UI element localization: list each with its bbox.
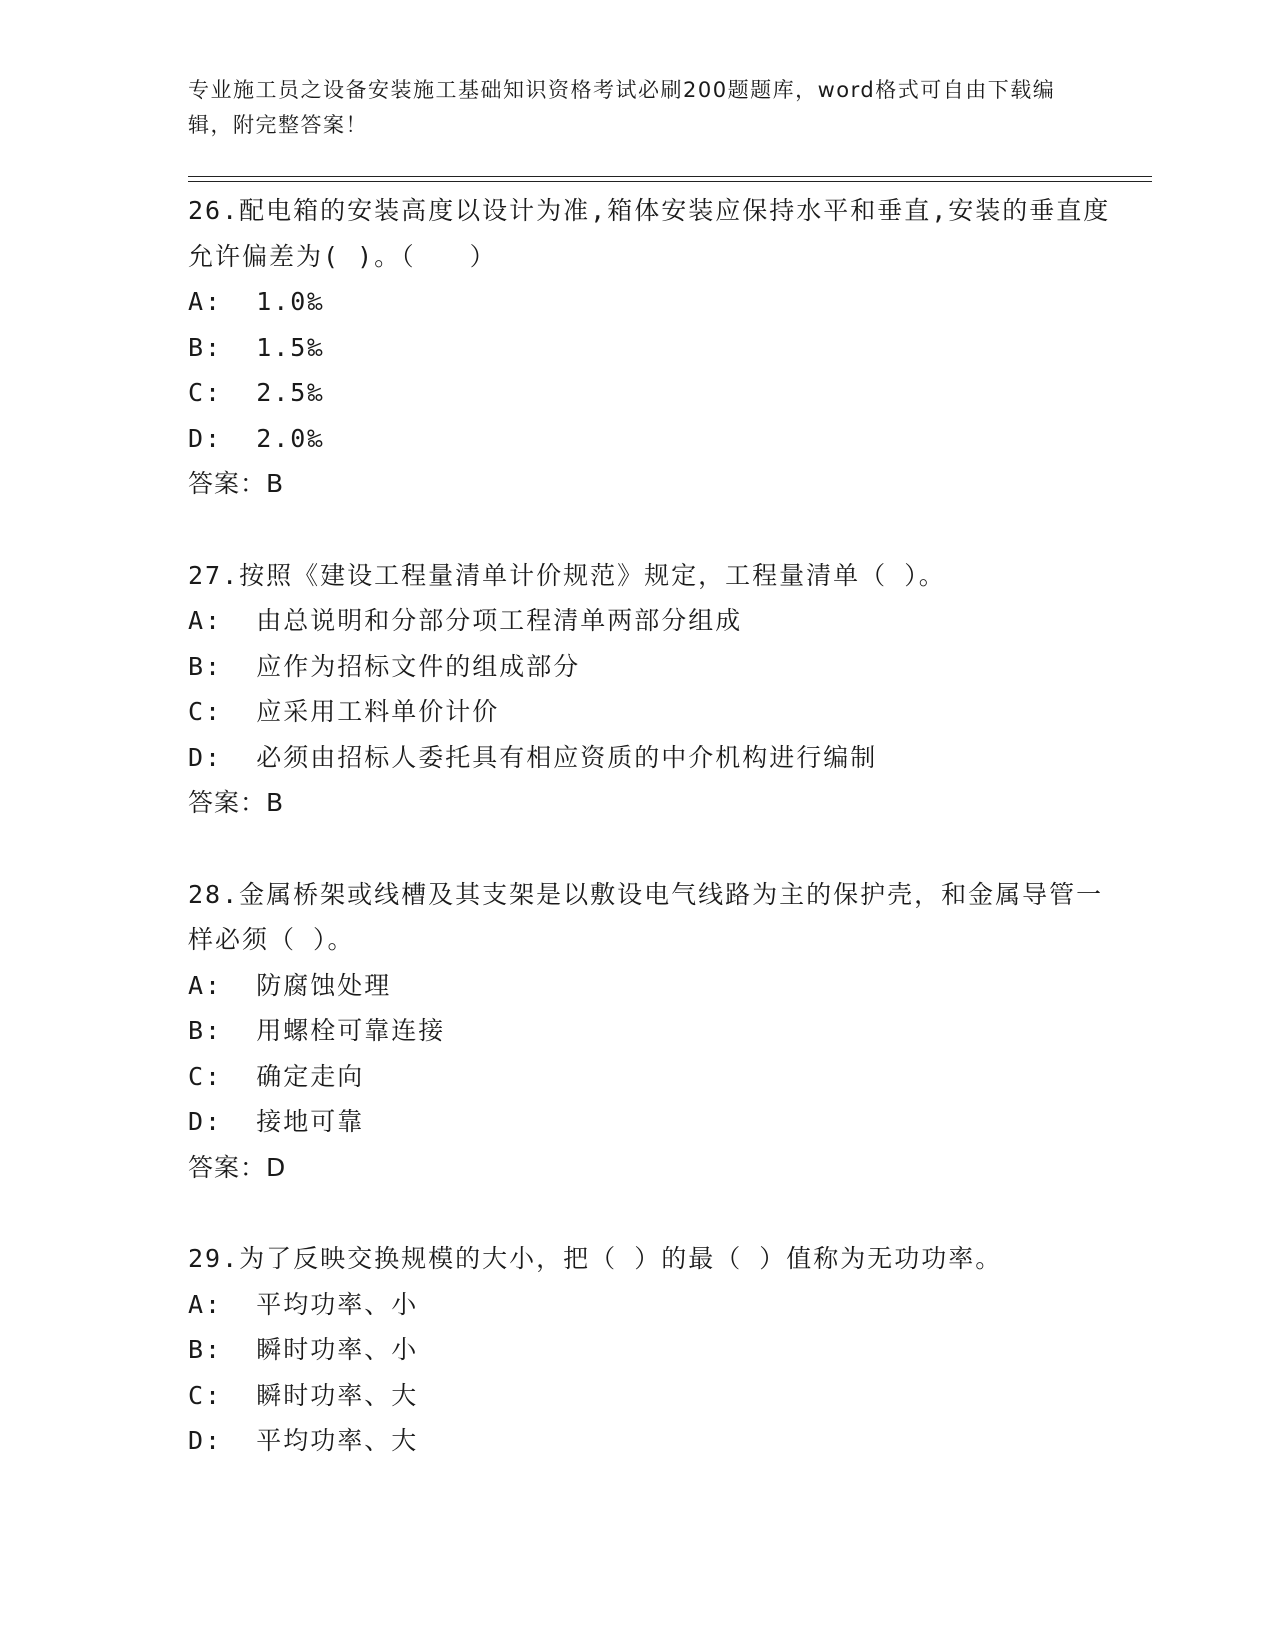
option-a: A: 1.0‰ <box>188 287 325 316</box>
question-text: 26.配电箱的安装高度以设计为准,箱体安装应保持水平和垂直,安装的垂直度允许偏差为( )。（ ） <box>188 196 1111 271</box>
option-d: D: 必须由招标人委托具有相应资质的中介机构进行编制 <box>188 742 878 772</box>
option-a: A: 防腐蚀处理 <box>188 970 392 1000</box>
document-header: 专业施工员之设备安装施工基础知识资格考试必刷200题题库，word格式可自由下载编辑，附完整答案！ <box>188 78 1056 137</box>
answer-line: 答案：B <box>188 469 285 498</box>
option-d: D: 平均功率、大 <box>188 1426 419 1455</box>
option-d: D: 2.0‰ <box>188 423 325 453</box>
option-b: B: 应作为招标文件的组成部分 <box>188 651 581 681</box>
option-c: C: 2.5‰ <box>188 378 325 407</box>
option-c: C: 确定走向 <box>188 1061 365 1091</box>
question-text: 28.金属桥架或线槽及其支架是以敷设电气线路为主的保护壳，和金属导管一样必须（ ）。 <box>188 879 1104 954</box>
question-text: 29.为了反映交换规模的大小，把（ ）的最（ ）值称为无功功率。 <box>188 1244 1003 1273</box>
header-rule-bottom <box>188 181 1152 182</box>
answer-line: 答案：B <box>188 788 285 817</box>
question-26 <box>188 188 1128 507</box>
option-b: B: 1.5‰ <box>188 332 325 362</box>
option-d: D: 接地可靠 <box>188 1107 365 1136</box>
question-29 <box>188 1236 1128 1464</box>
option-b: B: 瞬时功率、小 <box>188 1335 419 1364</box>
option-c: C: 应采用工料单价计价 <box>188 697 500 726</box>
question-27 <box>188 553 1128 826</box>
header-rule-top <box>188 176 1152 177</box>
question-text: 27.按照《建设工程量清单计价规范》规定，工程量清单（ ）。 <box>188 560 946 590</box>
question-28 <box>188 872 1128 1191</box>
option-b: B: 用螺栓可靠连接 <box>188 1016 446 1045</box>
option-c: C: 瞬时功率、大 <box>188 1380 419 1410</box>
answer-line: 答案：D <box>188 1152 287 1182</box>
option-a: A: 平均功率、小 <box>188 1289 419 1319</box>
option-a: A: 由总说明和分部分项工程清单两部分组成 <box>188 606 743 635</box>
question-list <box>188 188 1128 1510</box>
